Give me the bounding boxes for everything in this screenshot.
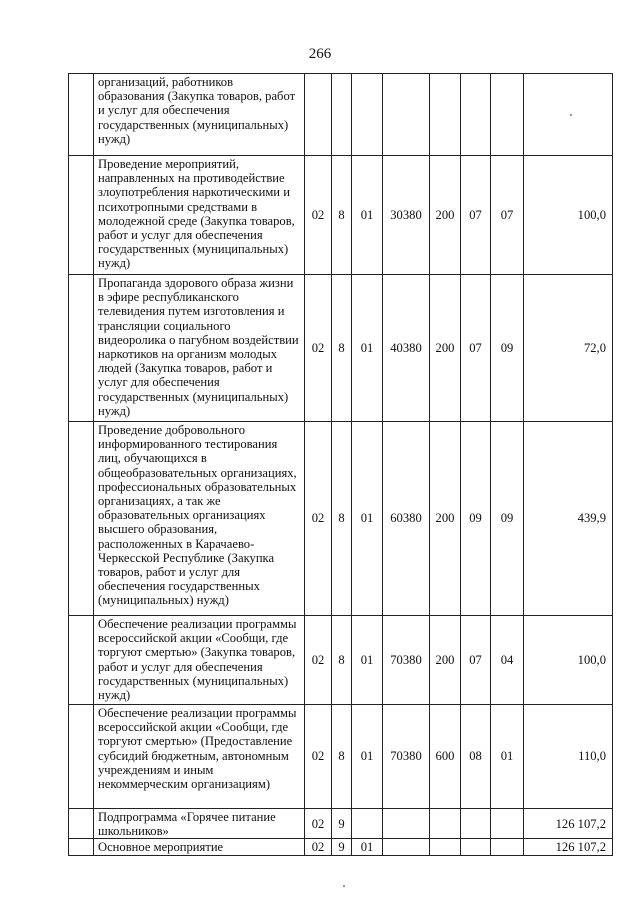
code-cell: 01 (491, 705, 524, 809)
index-cell (69, 616, 94, 705)
code-cell: 8 (332, 616, 352, 705)
code-cell: 09 (461, 422, 491, 616)
index-cell (69, 809, 94, 839)
amount-cell: 126 107,2 (524, 839, 613, 856)
code-cell: 9 (332, 839, 352, 856)
item-name: Обеспечение реализации программы всероссийской акции «Сообщи, где торгуют смертью» (Закупка товаров, работ и услуг для обеспечения государственных (муниципальных) нужд) (94, 616, 305, 705)
code-cell (383, 809, 430, 839)
table-row (69, 422, 613, 616)
budget-table (68, 73, 613, 856)
amount-cell (524, 74, 613, 156)
table-row (69, 705, 613, 809)
item-name: Основное мероприятие (94, 839, 305, 856)
code-cell (430, 74, 461, 156)
page-number: 266 (308, 46, 332, 62)
amount-cell: 110,0 (524, 705, 613, 809)
scan-speck (343, 885, 345, 887)
item-name: организаций, работников образования (Закупка товаров, работ и услуг для обеспечения государственных (муниципальных) нужд) (94, 74, 305, 156)
code-cell (491, 809, 524, 839)
code-cell: 02 (305, 616, 332, 705)
code-cell: 02 (305, 809, 332, 839)
code-cell: 200 (430, 616, 461, 705)
index-cell (69, 839, 94, 856)
code-cell: 02 (305, 156, 332, 275)
code-cell: 200 (430, 275, 461, 422)
amount-cell: 126 107,2 (524, 809, 613, 839)
code-cell: 70380 (383, 616, 430, 705)
table-row (69, 156, 613, 275)
code-cell: 01 (352, 156, 383, 275)
code-cell: 07 (461, 275, 491, 422)
item-name: Обеспечение реализации программы всероссийской акции «Сообщи, где торгуют смертью» (Предоставление субсидий бюджетным, автономным учреждениям и иным некоммерческим организациям) (94, 705, 305, 809)
index-cell (69, 156, 94, 275)
code-cell: 02 (305, 275, 332, 422)
code-cell (383, 839, 430, 856)
code-cell (430, 809, 461, 839)
table-row (69, 616, 613, 705)
code-cell (430, 839, 461, 856)
code-cell: 02 (305, 705, 332, 809)
code-cell (461, 74, 491, 156)
amount-cell: 439,9 (524, 422, 613, 616)
amount-cell: 72,0 (524, 275, 613, 422)
table-row (69, 275, 613, 422)
code-cell (332, 74, 352, 156)
item-name: Подпрограмма «Горячее питание школьников» (94, 809, 305, 839)
amount-cell: 100,0 (524, 616, 613, 705)
code-cell (491, 839, 524, 856)
code-cell (383, 74, 430, 156)
code-cell (461, 839, 491, 856)
code-cell: 01 (352, 616, 383, 705)
code-cell: 04 (491, 616, 524, 705)
table-row (69, 809, 613, 839)
code-cell: 9 (332, 809, 352, 839)
index-cell (69, 74, 94, 156)
code-cell (352, 74, 383, 156)
code-cell: 600 (430, 705, 461, 809)
table-row (69, 74, 613, 156)
index-cell (69, 422, 94, 616)
code-cell: 07 (461, 616, 491, 705)
code-cell: 01 (352, 275, 383, 422)
code-cell: 8 (332, 156, 352, 275)
code-cell: 70380 (383, 705, 430, 809)
code-cell: 07 (491, 156, 524, 275)
code-cell (352, 809, 383, 839)
scan-speck (570, 114, 572, 116)
code-cell: 60380 (383, 422, 430, 616)
code-cell: 01 (352, 705, 383, 809)
code-cell: 30380 (383, 156, 430, 275)
code-cell: 200 (430, 422, 461, 616)
item-name: Проведение мероприятий, направленных на противодействие злоупотребления наркотическими и психотропными средствами в молодежной среде (Закупка товаров, работ и услуг для обеспечения государственных (муниципальных) нужд) (94, 156, 305, 275)
code-cell: 07 (461, 156, 491, 275)
code-cell: 01 (352, 422, 383, 616)
code-cell: 09 (491, 275, 524, 422)
code-cell: 8 (332, 422, 352, 616)
code-cell: 8 (332, 705, 352, 809)
code-cell: 01 (352, 839, 383, 856)
code-cell: 02 (305, 839, 332, 856)
code-cell: 8 (332, 275, 352, 422)
code-cell (461, 809, 491, 839)
amount-cell: 100,0 (524, 156, 613, 275)
code-cell (491, 74, 524, 156)
index-cell (69, 275, 94, 422)
code-cell: 09 (491, 422, 524, 616)
item-name: Пропаганда здорового образа жизни в эфире республиканского телевидения путем изготовления и трансляции социального видеоролика о пагубном воздействии наркотиков на организм молодых людей (Закупка товаров, работ и услуг для обеспечения государственных (муниципальных) нужд) (94, 275, 305, 422)
code-cell (305, 74, 332, 156)
code-cell: 08 (461, 705, 491, 809)
code-cell: 40380 (383, 275, 430, 422)
code-cell: 200 (430, 156, 461, 275)
table-row (69, 839, 613, 856)
index-cell (69, 705, 94, 809)
code-cell: 02 (305, 422, 332, 616)
item-name: Проведение добровольного информированного тестирования лиц, обучающихся в общеобразовательных организациях, профессиональных образовательных организациях, а так же образовательных организациях высшего образования, расположенных в Карачаево-Черкесской Республике (Закупка товаров, работ и услуг для обеспечения государственных (муниципальных) нужд) (94, 422, 305, 616)
